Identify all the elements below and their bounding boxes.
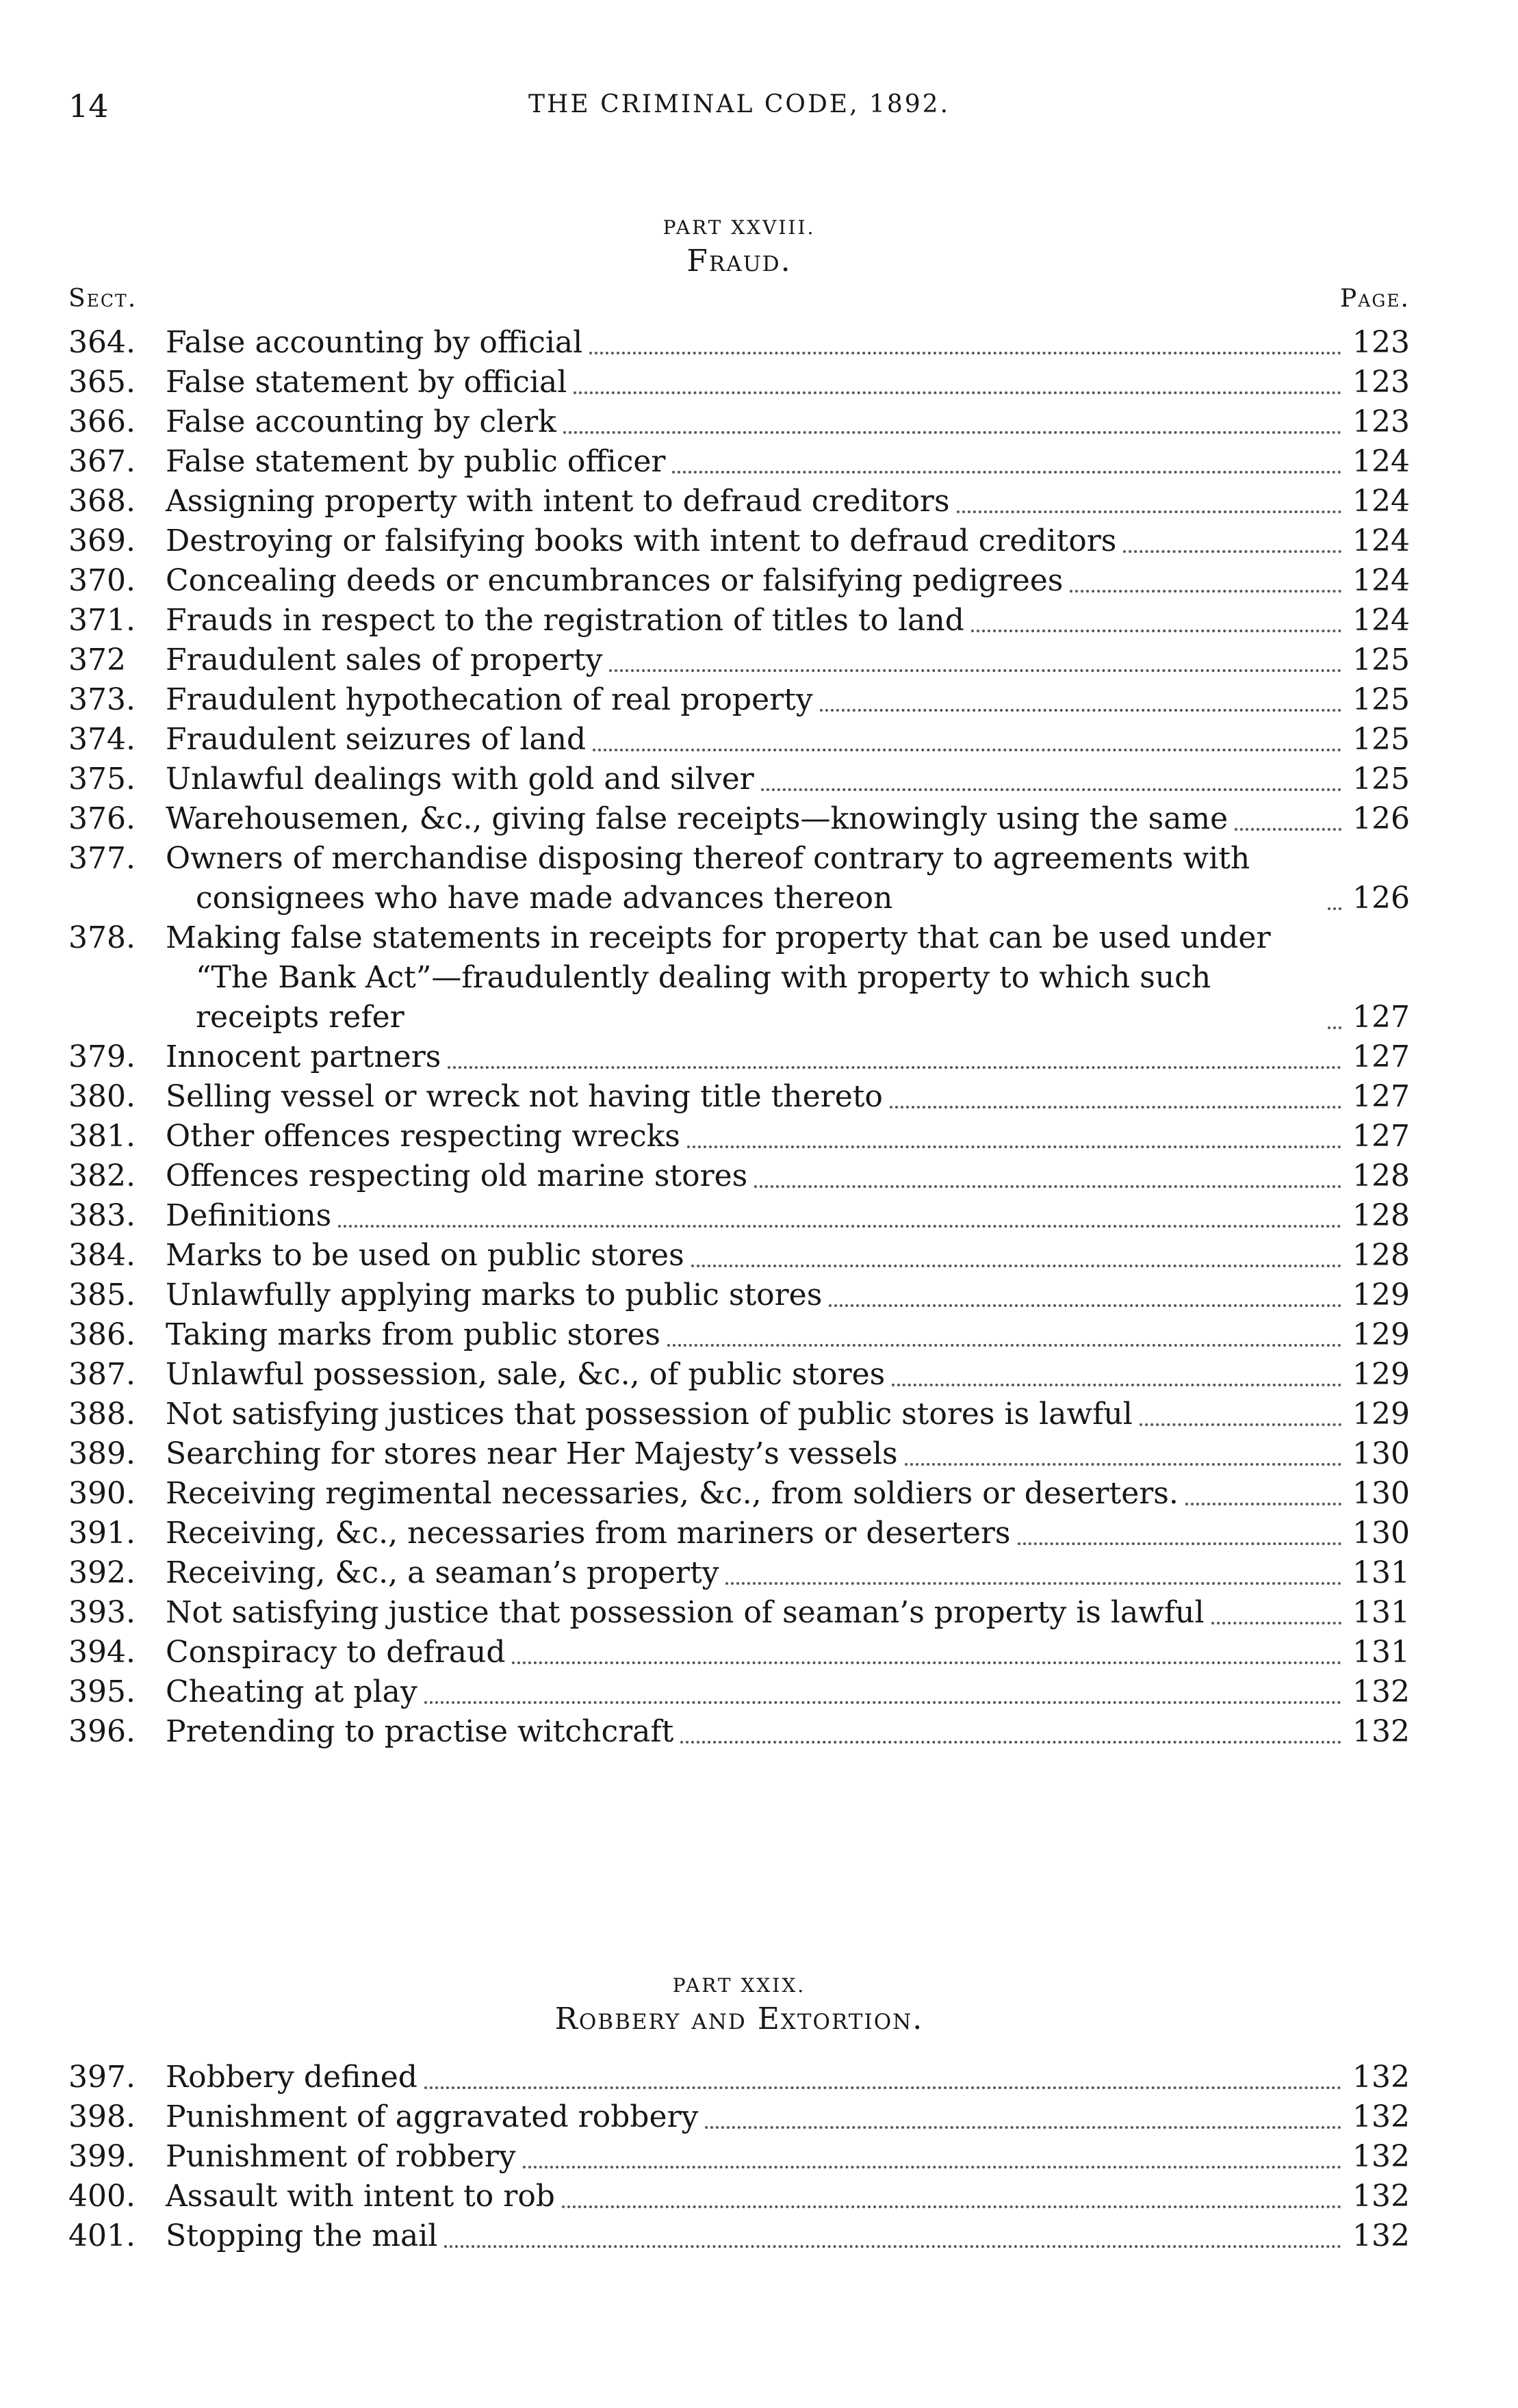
page-reference: 127 (1352, 1039, 1410, 1074)
entry-description-wrap (166, 1077, 1350, 1117)
dot-leader (725, 1582, 1341, 1585)
dot-leader (562, 2205, 1341, 2208)
entry-description-wrap (166, 323, 1350, 363)
page-reference: 128 (1352, 1198, 1410, 1233)
section-title: Warehousemen, &c., giving false receipts—knowingly using the same (166, 801, 1228, 836)
section-title: Taking marks from public stores (166, 1317, 660, 1352)
entry-description-wrap (166, 561, 1350, 601)
dot-leader (1070, 590, 1341, 593)
dot-leader (1185, 1503, 1341, 1505)
section-number: 401. (68, 2218, 136, 2253)
dot-leader (672, 471, 1341, 474)
toc-entry (68, 482, 1410, 521)
toc-entry (68, 680, 1410, 720)
toc-entry (68, 1315, 1410, 1355)
entry-description-wrap (166, 720, 1350, 760)
page-reference: 131 (1352, 1595, 1410, 1630)
toc-entry (68, 918, 1410, 1037)
section-number: 383. (68, 1198, 136, 1233)
section-title: Marks to be used on public stores (166, 1238, 684, 1273)
dot-leader (957, 510, 1341, 513)
entry-description-wrap (166, 918, 1350, 1037)
dot-leader (680, 1741, 1341, 1744)
page-reference: 124 (1352, 444, 1410, 479)
toc-entry (68, 760, 1410, 799)
entry-description-wrap (166, 1276, 1350, 1315)
page-reference: 132 (1352, 2179, 1410, 2214)
section-number: 387. (68, 1357, 136, 1392)
column-headers (68, 285, 1410, 323)
dot-leader (1235, 828, 1341, 831)
toc-entry (68, 2216, 1410, 2256)
toc-entry (68, 1117, 1410, 1156)
page-reference: 132 (1352, 2218, 1410, 2253)
page-reference: 127 (1352, 1000, 1410, 1035)
section-number: 368. (68, 484, 136, 519)
section-number: 381. (68, 1119, 136, 1154)
page-reference: 129 (1352, 1317, 1410, 1352)
entry-description-wrap (166, 640, 1350, 680)
page-reference: 132 (1352, 2099, 1410, 2134)
section-title: Assigning property with intent to defraud creditors (166, 484, 950, 519)
entry-description-wrap (166, 1117, 1350, 1156)
section-number: 395. (68, 1674, 136, 1709)
page-reference: 128 (1352, 1238, 1410, 1273)
entry-description-wrap (166, 1672, 1350, 1712)
section-number: 385. (68, 1278, 136, 1312)
entry-description-wrap (166, 2058, 1350, 2097)
page-reference: 129 (1352, 1278, 1410, 1312)
entry-description-wrap (166, 680, 1350, 720)
section-title: Other offences respecting wrecks (166, 1119, 680, 1154)
section-number: 386. (68, 1317, 136, 1352)
dot-leader (754, 1185, 1341, 1188)
toc-entry (68, 1156, 1410, 1196)
dot-leader (829, 1304, 1341, 1307)
page-column-header: Page. (1340, 285, 1410, 313)
entry-description-wrap (166, 799, 1350, 839)
page-reference: 132 (1352, 1674, 1410, 1709)
dot-leader (444, 2245, 1341, 2248)
section-number: 376. (68, 801, 136, 836)
entry-description-wrap (166, 363, 1350, 402)
dot-leader (687, 1145, 1341, 1148)
section-number: 379. (68, 1039, 136, 1074)
toc-entry (68, 2177, 1410, 2216)
section-title: Frauds in respect to the registration of titles to land (166, 603, 964, 638)
toc-entry (68, 640, 1410, 680)
page-reference: 124 (1352, 523, 1410, 558)
entry-description-wrap (166, 1434, 1350, 1474)
section-title: False accounting by official (166, 325, 583, 360)
section-number: 391. (68, 1516, 136, 1551)
dot-leader (890, 1106, 1341, 1109)
page-reference: 125 (1352, 682, 1410, 717)
toc-entry (68, 1355, 1410, 1395)
section-number: 390. (68, 1476, 136, 1511)
dot-leader (1018, 1542, 1341, 1545)
section-number: 377. (68, 841, 136, 876)
section-title: Receiving regimental necessaries, &c., from soldiers or deserters. (166, 1476, 1179, 1511)
entry-description-wrap (166, 1395, 1350, 1434)
page-reference: 132 (1352, 2139, 1410, 2174)
page-reference: 132 (1352, 2060, 1410, 2095)
page-reference: 128 (1352, 1158, 1410, 1193)
page-reference: 124 (1352, 603, 1410, 638)
section-title: Stopping the mail (166, 2218, 438, 2253)
section-number: 393. (68, 1595, 136, 1630)
toc-entry (68, 1474, 1410, 1514)
dot-leader (761, 788, 1341, 791)
section-number: 392. (68, 1555, 136, 1590)
toc-entry-list (68, 323, 1410, 1752)
dot-leader (667, 1344, 1341, 1347)
toc-entry (68, 601, 1410, 640)
part-xxix-section (68, 1974, 1410, 2256)
section-title: Definitions (166, 1198, 332, 1233)
entry-description-wrap (166, 1593, 1350, 1633)
toc-entry (68, 720, 1410, 760)
section-number: 369. (68, 523, 136, 558)
section-number: 380. (68, 1079, 136, 1114)
dot-leader (905, 1463, 1341, 1466)
dot-leader (1211, 1622, 1341, 1624)
entry-description-wrap (166, 1315, 1350, 1355)
entry-description-wrap (166, 1355, 1350, 1395)
section-number: 397. (68, 2060, 136, 2095)
entry-description-wrap (166, 521, 1350, 561)
section-title: False accounting by clerk (166, 404, 556, 439)
section-title: Innocent partners (166, 1039, 441, 1074)
section-number: 372 (68, 643, 126, 677)
part-title: Robbery and Extortion. (554, 2002, 924, 2036)
page-reference: 123 (1352, 404, 1410, 439)
dot-leader (609, 669, 1341, 672)
dot-leader (705, 2126, 1341, 2129)
dot-leader (424, 2086, 1341, 2089)
section-number: 388. (68, 1397, 136, 1432)
running-title: THE CRIMINAL CODE, 1892. (528, 90, 951, 118)
page-reference: 132 (1352, 1714, 1410, 1749)
section-number: 375. (68, 762, 136, 797)
dot-leader (892, 1384, 1341, 1386)
entry-description-wrap (166, 402, 1350, 442)
toc-entry (68, 2097, 1410, 2137)
toc-entry (68, 1276, 1410, 1315)
dot-leader (338, 1225, 1341, 1228)
part-label: PART XXIX. (672, 1974, 806, 1997)
section-number: 373. (68, 682, 136, 717)
dot-leader (1140, 1423, 1341, 1426)
section-number: 400. (68, 2179, 136, 2214)
dot-leader (691, 1265, 1341, 1267)
dot-leader (563, 431, 1341, 434)
toc-entry (68, 363, 1410, 402)
dot-leader (1328, 907, 1341, 910)
toc-entry (68, 799, 1410, 839)
dot-leader (589, 352, 1341, 354)
section-number: 366. (68, 404, 136, 439)
part-xxviii-section (68, 216, 1410, 1752)
toc-entry (68, 1712, 1410, 1752)
page-reference: 123 (1352, 365, 1410, 400)
entry-description-wrap (166, 1553, 1350, 1593)
toc-entry (68, 1037, 1410, 1077)
section-title: False statement by public officer (166, 444, 666, 479)
section-number: 367. (68, 444, 136, 479)
section-number: 384. (68, 1238, 136, 1273)
section-number: 382. (68, 1158, 136, 1193)
page-reference: 129 (1352, 1397, 1410, 1432)
entry-description-wrap (166, 1236, 1350, 1276)
entry-description-wrap (166, 760, 1350, 799)
section-title: Unlawful dealings with gold and silver (166, 762, 754, 797)
toc-entry (68, 1434, 1410, 1474)
page-reference: 127 (1352, 1119, 1410, 1154)
section-title: Punishment of aggravated robbery (166, 2099, 699, 2134)
entry-description-wrap (166, 1712, 1350, 1752)
section-title: Fraudulent sales of property (166, 643, 603, 677)
toc-entry (68, 1395, 1410, 1434)
section-title: Searching for stores near Her Majesty’s vessels (166, 1436, 898, 1471)
section-title: False statement by official (166, 365, 567, 400)
section-title: Assault with intent to rob (166, 2179, 555, 2214)
page-reference: 131 (1352, 1555, 1410, 1590)
section-title: Making false statements in receipts for property that can be used under “The Bank Act”—fraudulently dealing with property to which such receipts refer (166, 920, 1271, 1035)
toc-entry (68, 2058, 1410, 2097)
toc-entry (68, 561, 1410, 601)
page-reference: 130 (1352, 1436, 1410, 1471)
toc-entry (68, 1672, 1410, 1712)
page-reference: 126 (1352, 881, 1410, 916)
toc-entry (68, 839, 1410, 918)
dot-leader (820, 709, 1341, 712)
toc-entry (68, 1514, 1410, 1553)
page-reference: 130 (1352, 1516, 1410, 1551)
toc-entry (68, 402, 1410, 442)
page-reference: 131 (1352, 1635, 1410, 1670)
sect-column-header: Sect. (68, 285, 138, 313)
entry-description-wrap (166, 1474, 1350, 1514)
section-number: 389. (68, 1436, 136, 1471)
section-number: 365. (68, 365, 136, 400)
section-title: Selling vessel or wreck not having title thereto (166, 1079, 883, 1114)
toc-entry (68, 1553, 1410, 1593)
page-reference: 124 (1352, 563, 1410, 598)
section-number: 394. (68, 1635, 136, 1670)
page-reference: 125 (1352, 643, 1410, 677)
page-reference: 126 (1352, 801, 1410, 836)
section-title: Destroying or falsifying books with intent to defraud creditors (166, 523, 1117, 558)
toc-entry (68, 521, 1410, 561)
dot-leader (593, 749, 1341, 751)
section-number: 371. (68, 603, 136, 638)
dot-leader (574, 391, 1341, 394)
page-reference: 130 (1352, 1476, 1410, 1511)
page-reference: 123 (1352, 325, 1410, 360)
section-title: Fraudulent seizures of land (166, 722, 587, 757)
toc-entry (68, 1236, 1410, 1276)
toc-entry (68, 442, 1410, 482)
section-title: Concealing deeds or encumbrances or falsifying pedigrees (166, 563, 1064, 598)
section-title: Not satisfying justices that possession of public stores is lawful (166, 1397, 1133, 1432)
entry-description-wrap (166, 2216, 1350, 2256)
entry-description-wrap (166, 1514, 1350, 1553)
entry-description-wrap (166, 442, 1350, 482)
entry-description-wrap (166, 2137, 1350, 2177)
toc-entry (68, 1196, 1410, 1236)
entry-description-wrap (166, 839, 1350, 918)
section-number: 374. (68, 722, 136, 757)
section-number: 396. (68, 1714, 136, 1749)
toc-entry (68, 1633, 1410, 1672)
section-title: Fraudulent hypothecation of real property (166, 682, 813, 717)
document-page (68, 0, 1410, 2408)
part-title: Fraud. (686, 244, 792, 279)
section-number: 399. (68, 2139, 136, 2174)
entry-description-wrap (166, 1037, 1350, 1077)
entry-description-wrap (166, 1156, 1350, 1196)
toc-entry (68, 1593, 1410, 1633)
entry-description-wrap (166, 2097, 1350, 2137)
page-number: 14 (68, 88, 109, 125)
section-title: Receiving, &c., a seaman’s property (166, 1555, 719, 1590)
toc-entry (68, 323, 1410, 363)
dot-leader (523, 2166, 1341, 2169)
toc-entry (68, 1077, 1410, 1117)
section-title: Receiving, &c., necessaries from mariners or deserters (166, 1516, 1011, 1551)
running-head (68, 88, 1410, 129)
dot-leader (512, 1661, 1341, 1664)
entry-description-wrap (166, 1633, 1350, 1672)
part-label: PART XXVIII. (662, 216, 816, 239)
section-title: Punishment of robbery (166, 2139, 516, 2174)
entry-description-wrap (166, 482, 1350, 521)
section-number: 364. (68, 325, 136, 360)
section-title: Unlawfully applying marks to public stores (166, 1278, 823, 1312)
page-reference: 125 (1352, 722, 1410, 757)
page-reference: 127 (1352, 1079, 1410, 1114)
section-title: Not satisfying justice that possession of seaman’s property is lawful (166, 1595, 1205, 1630)
dot-leader (448, 1066, 1341, 1069)
toc-entry-list (68, 2058, 1410, 2256)
section-title: Conspiracy to defraud (166, 1635, 506, 1670)
section-number: 378. (68, 920, 136, 955)
dot-leader (1328, 1026, 1341, 1029)
entry-description-wrap (166, 601, 1350, 640)
page-reference: 125 (1352, 762, 1410, 797)
page-reference: 129 (1352, 1357, 1410, 1392)
section-title: Cheating at play (166, 1674, 417, 1709)
toc-entry (68, 2137, 1410, 2177)
entry-description-wrap (166, 2177, 1350, 2216)
section-title: Offences respecting old marine stores (166, 1158, 748, 1193)
section-title: Owners of merchandise disposing thereof contrary to agreements with consignees who have made advances thereon (166, 841, 1250, 916)
section-number: 398. (68, 2099, 136, 2134)
dot-leader (424, 1701, 1341, 1704)
entry-description-wrap (166, 1196, 1350, 1236)
dot-leader (971, 630, 1341, 632)
section-title: Robbery defined (166, 2060, 417, 2095)
section-number: 370. (68, 563, 136, 598)
dot-leader (1123, 550, 1341, 553)
section-title: Pretending to practise witchcraft (166, 1714, 674, 1749)
page-reference: 124 (1352, 484, 1410, 519)
section-title: Unlawful possession, sale, &c., of public stores (166, 1357, 886, 1392)
